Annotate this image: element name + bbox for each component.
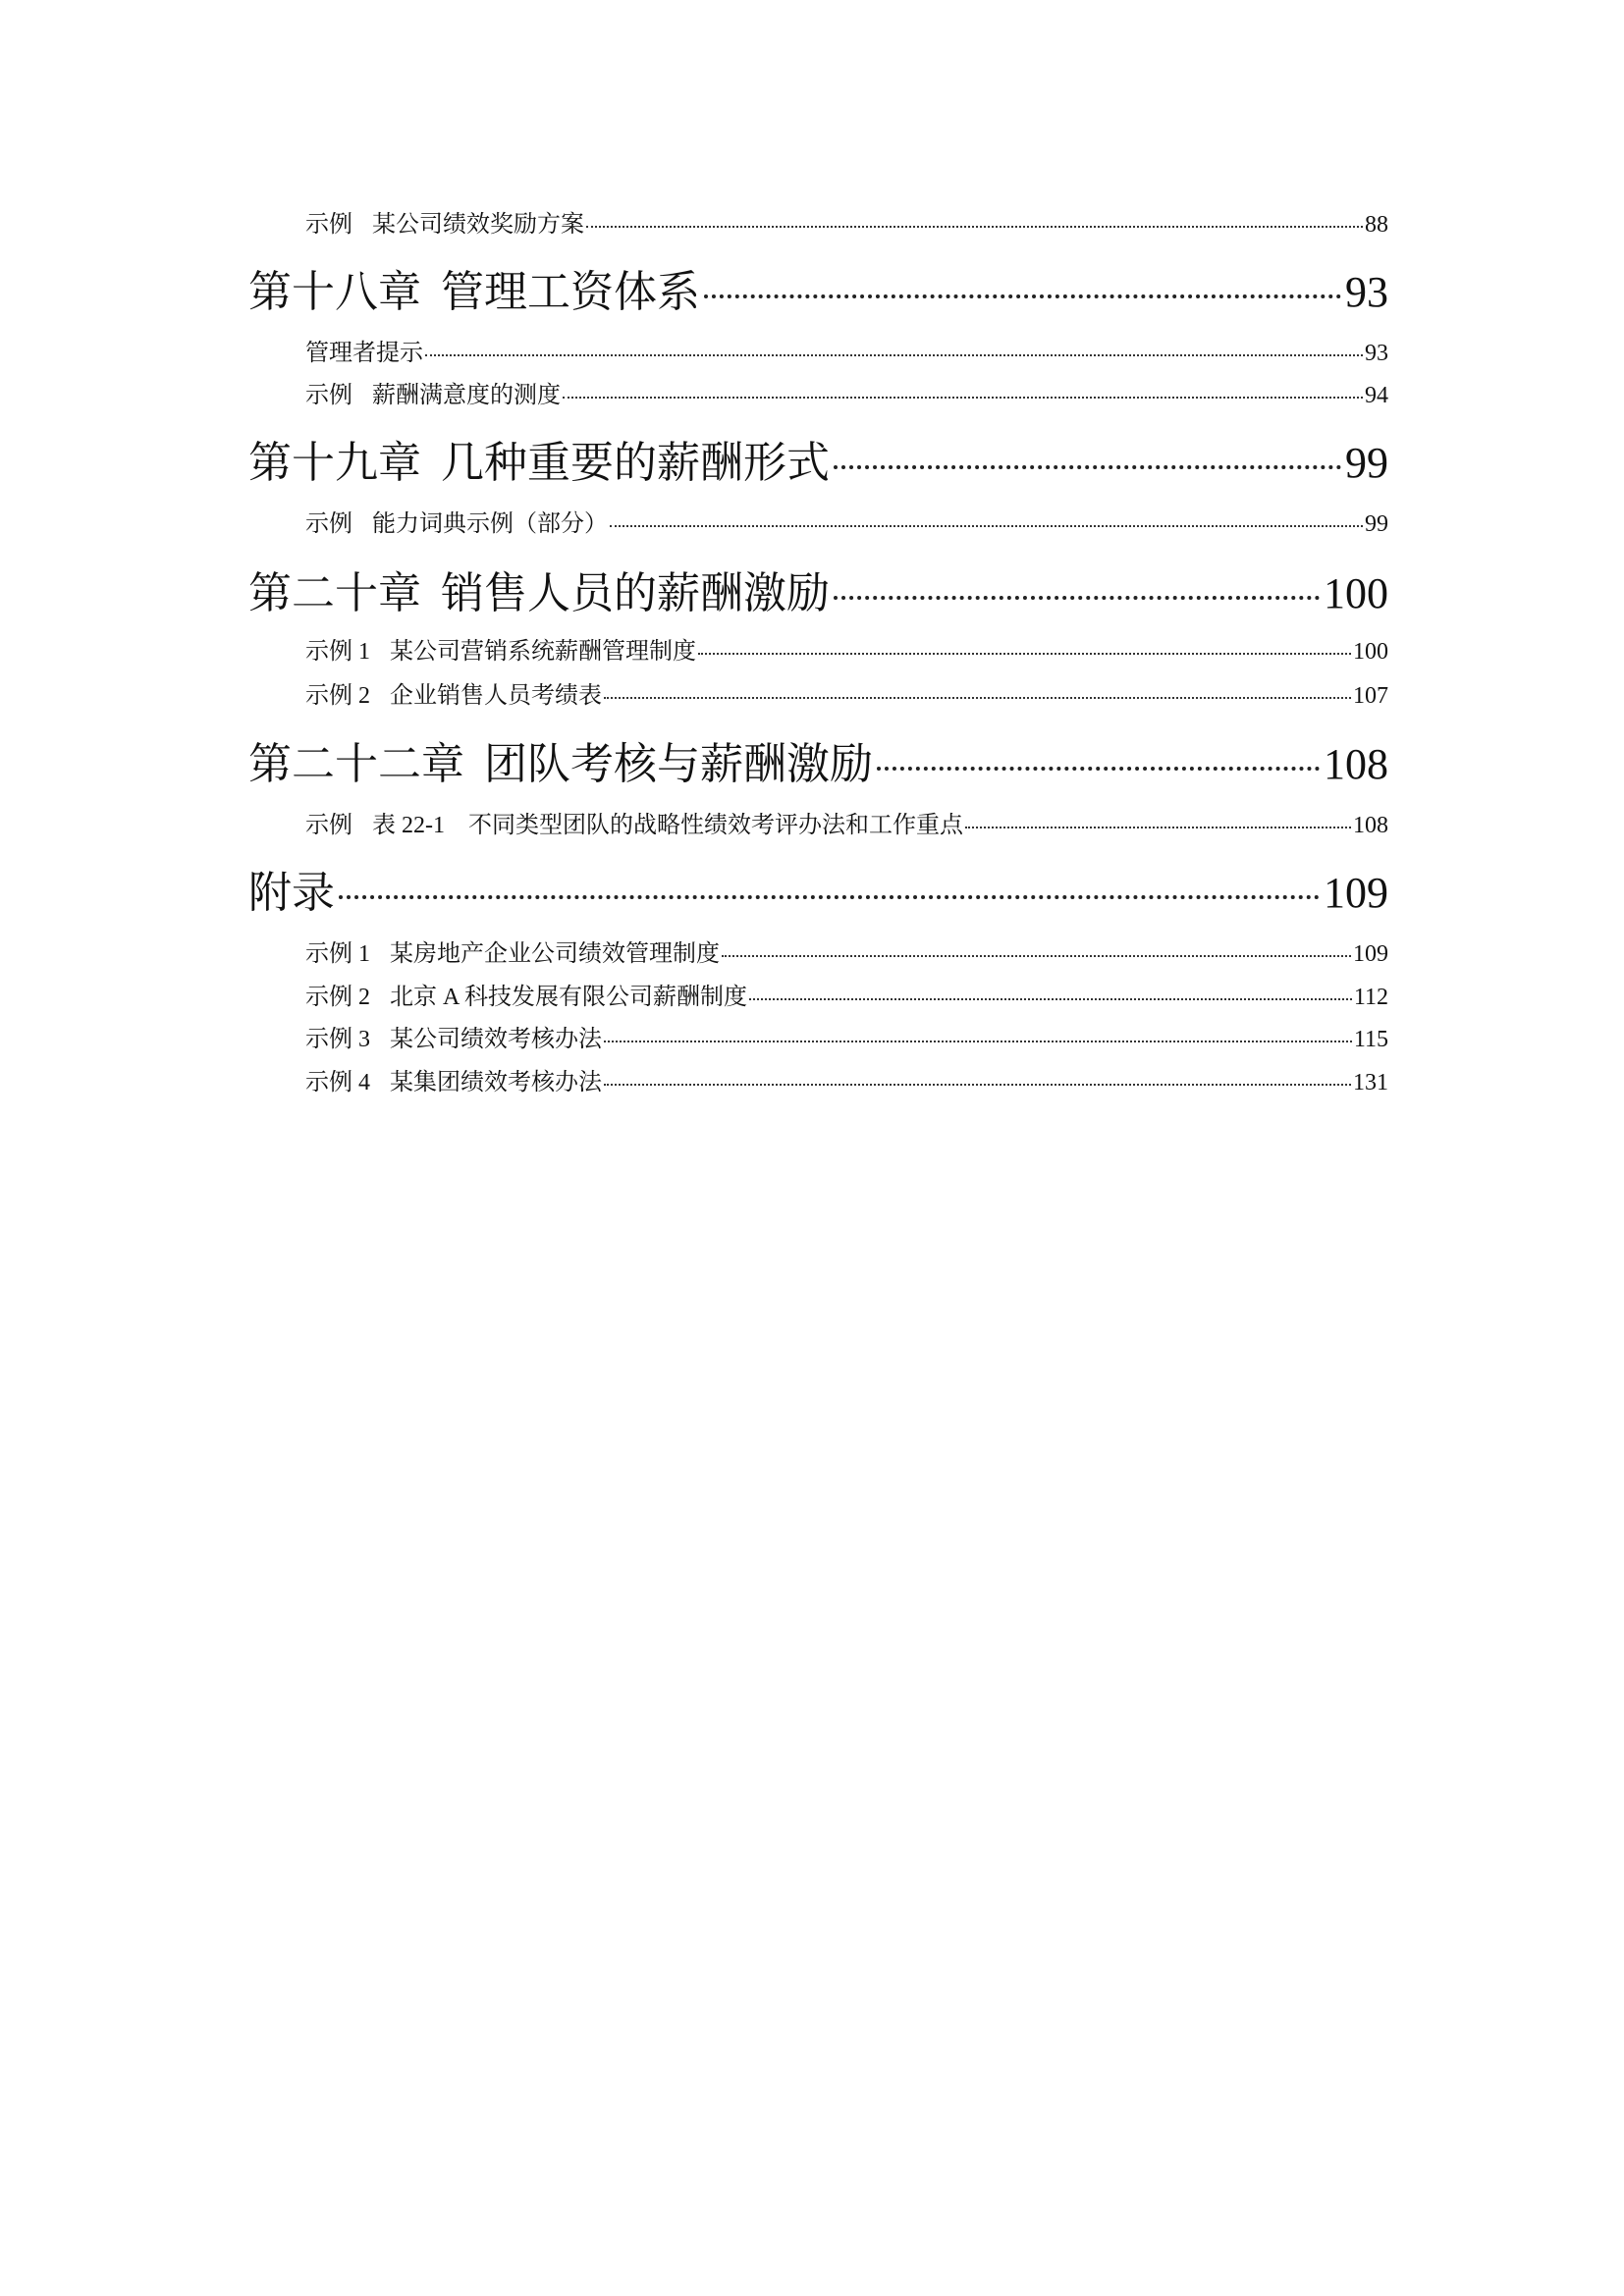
dot-leader xyxy=(604,1041,1352,1042)
toc-chapter-entry[interactable] xyxy=(248,857,1388,917)
toc-sub-entry[interactable] xyxy=(305,934,1388,965)
toc-entry-label: 示例 2 xyxy=(305,683,370,709)
toc-entry-text: 团队考核与薪酬激励 xyxy=(484,740,873,788)
toc-page-number: 93 xyxy=(1345,268,1388,316)
dot-leader xyxy=(604,1084,1351,1086)
toc-page-number: 100 xyxy=(1353,639,1388,665)
toc-entry-text: 某公司营销系统薪酬管理制度 xyxy=(390,639,696,665)
toc-entry-label: 示例 xyxy=(305,511,352,537)
toc-page-number: 99 xyxy=(1365,511,1388,537)
toc-entry-title xyxy=(305,375,561,409)
toc-sub-entry[interactable] xyxy=(305,805,1388,836)
dot-leader xyxy=(339,895,1320,899)
toc-entry-title xyxy=(305,504,608,538)
toc-entry-text: 附录 xyxy=(248,869,335,917)
toc-page-number: 100 xyxy=(1324,569,1388,617)
dot-leader xyxy=(877,767,1320,771)
toc-entry-label: 第二十二章 xyxy=(248,740,464,788)
toc-entry-text: 几种重要的薪酬形式 xyxy=(441,439,830,487)
toc-page-number: 99 xyxy=(1345,439,1388,487)
toc-page-number: 108 xyxy=(1353,813,1388,838)
toc-page-number: 107 xyxy=(1353,683,1388,709)
toc-entry-title xyxy=(248,857,335,920)
toc-sub-entry[interactable] xyxy=(305,631,1388,663)
toc-entry-text: 能力词典示例（部分） xyxy=(372,511,608,537)
toc-chapter-entry[interactable] xyxy=(248,427,1388,487)
toc-entry-title xyxy=(305,1062,602,1096)
dot-leader xyxy=(425,354,1363,356)
toc-entry-title xyxy=(305,977,747,1011)
toc-entry-label: 示例 3 xyxy=(305,1027,370,1052)
toc-entry-label: 示例 2 xyxy=(305,985,370,1010)
toc-sub-entry[interactable] xyxy=(305,1019,1388,1050)
dot-leader xyxy=(834,596,1320,600)
toc-entry-title xyxy=(305,805,963,839)
toc-entry-label: 示例 1 xyxy=(305,941,370,967)
toc-entry-text: 企业销售人员考绩表 xyxy=(390,683,602,709)
toc-page-number: 131 xyxy=(1353,1070,1388,1095)
toc-page-number: 109 xyxy=(1353,941,1388,967)
toc-entry-text: 某公司绩效考核办法 xyxy=(390,1027,602,1052)
toc-sub-entry[interactable] xyxy=(305,977,1388,1008)
toc-entry-title xyxy=(248,256,700,319)
toc-page-number: 88 xyxy=(1365,212,1388,238)
toc-entry-label: 第十八章 xyxy=(248,268,421,316)
toc-entry-text: 北京 A 科技发展有限公司薪酬制度 xyxy=(390,985,748,1010)
dot-leader xyxy=(604,697,1351,699)
toc-entry-title xyxy=(305,204,584,239)
toc-entry-label: 第十九章 xyxy=(248,439,421,487)
toc-sub-entry[interactable] xyxy=(305,504,1388,535)
dot-leader xyxy=(586,226,1363,228)
toc-entry-text: 某集团绩效考核办法 xyxy=(390,1070,602,1095)
toc-entry-title xyxy=(248,427,830,490)
toc-entry-title xyxy=(248,558,830,620)
toc-entry-label: 示例 xyxy=(305,212,352,238)
toc-chapter-entry[interactable] xyxy=(248,558,1388,617)
toc-chapter-entry[interactable] xyxy=(248,728,1388,788)
toc-page-number: 109 xyxy=(1324,869,1388,917)
toc-entry-text: 薪酬满意度的测度 xyxy=(372,383,561,408)
toc-entry-label: 示例 1 xyxy=(305,639,370,665)
toc-entry-text: 销售人员的薪酬激励 xyxy=(441,569,830,617)
toc-entry-label: 第二十章 xyxy=(248,569,421,617)
dot-leader xyxy=(704,294,1341,298)
dot-leader xyxy=(698,653,1351,655)
dot-leader xyxy=(965,827,1351,828)
toc-sub-entry[interactable] xyxy=(305,1062,1388,1094)
dot-leader xyxy=(722,955,1351,957)
toc-entry-text: 表 22-1 不同类型团队的战略性绩效考评办法和工作重点 xyxy=(372,813,963,838)
toc-page-number: 93 xyxy=(1365,341,1388,366)
toc-sub-entry[interactable] xyxy=(305,204,1388,236)
toc-entry-label: 示例 xyxy=(305,383,352,408)
toc-page-number: 112 xyxy=(1353,985,1388,1010)
toc-entry-title xyxy=(305,675,602,710)
toc-entry-label: 示例 xyxy=(305,813,352,838)
dot-leader xyxy=(610,525,1363,527)
dot-leader xyxy=(834,465,1341,469)
dot-leader xyxy=(563,397,1363,399)
toc-page-number: 94 xyxy=(1365,383,1388,408)
toc-page-number: 115 xyxy=(1353,1027,1388,1052)
toc-entry-title xyxy=(305,333,423,367)
toc-entry-text: 某公司绩效奖励方案 xyxy=(372,212,584,238)
toc-entry-label: 示例 4 xyxy=(305,1070,370,1095)
toc-entry-text: 管理工资体系 xyxy=(441,268,700,316)
toc-entry-text: 管理者提示 xyxy=(305,341,423,366)
toc-sub-entry[interactable] xyxy=(305,333,1388,364)
toc-page-number: 108 xyxy=(1324,740,1388,788)
toc-chapter-entry[interactable] xyxy=(248,256,1388,316)
toc-entry-title xyxy=(248,728,873,791)
toc-entry-text: 某房地产企业公司绩效管理制度 xyxy=(390,941,720,967)
toc-entry-title xyxy=(305,1019,602,1053)
toc-sub-entry[interactable] xyxy=(305,675,1388,707)
toc-entry-title xyxy=(305,631,696,666)
toc-entry-title xyxy=(305,934,720,968)
toc-sub-entry[interactable] xyxy=(305,375,1388,406)
dot-leader xyxy=(749,998,1352,1000)
